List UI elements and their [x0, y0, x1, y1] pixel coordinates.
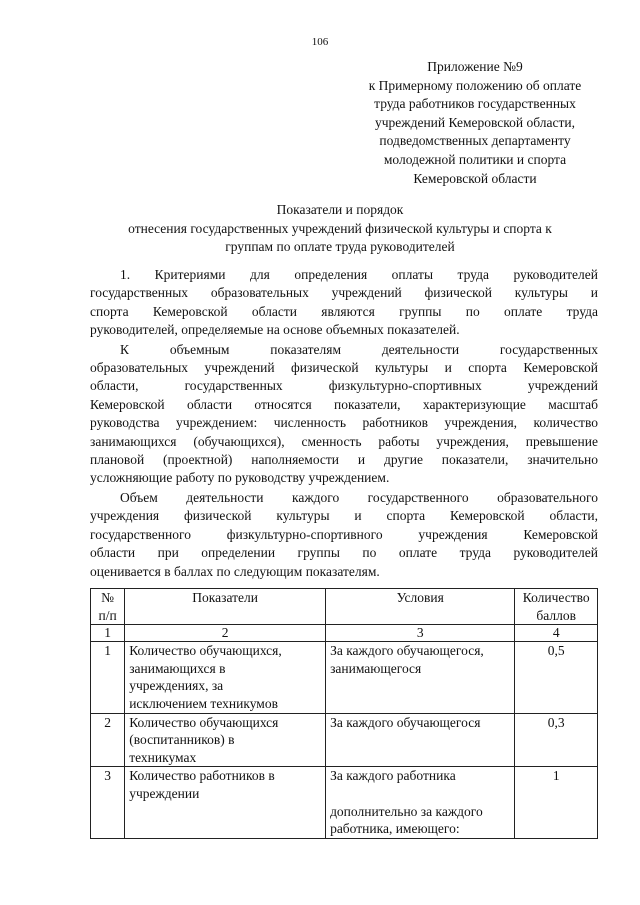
- row-num: 1: [91, 642, 125, 713]
- row-condition: [326, 767, 515, 838]
- column-number: 4: [515, 625, 598, 642]
- appendix-line: учреждений Кемеровской области,: [374, 114, 576, 130]
- text-line: государственного физкультурно-спортивного учреждения Кемеровской: [90, 526, 598, 542]
- text-line: области при определении группы по оплате труда руководителей: [90, 545, 598, 561]
- indicators-table: [90, 588, 598, 839]
- text-line: учреждения физической культуры и спорта Кемеровской области,: [90, 508, 598, 524]
- condition-text: За каждого обучающегося, занимающегося: [330, 643, 484, 676]
- header-condition: Условия: [326, 589, 515, 625]
- row-indicator: Количество обучающихся, занимающихся в учреждениях, за исключением техникумов: [125, 642, 326, 713]
- text-line: К объемным показателям деятельности государственных: [120, 341, 598, 357]
- table-row: [91, 767, 598, 838]
- row-condition: [326, 642, 515, 713]
- appendix-line: Приложение №9: [427, 59, 523, 74]
- text-line: 1. Критериями для определения оплаты труда руководителей: [120, 267, 598, 282]
- header-num: № п/п: [91, 589, 125, 625]
- row-indicator: Количество обучающихся (воспитанников) в техникумах: [125, 713, 326, 767]
- text-line: Объем деятельности каждого государственного образовательного: [120, 489, 598, 505]
- heading-line: Показатели и порядок: [276, 202, 404, 217]
- body-text: [90, 266, 598, 582]
- appendix-line: подведомственных департаменту: [379, 133, 571, 149]
- appendix-line: молодежной политики и спорта: [383, 151, 567, 167]
- column-number: 3: [326, 625, 515, 642]
- heading-line: отнесения государственных учреждений физической культуры и спорта к: [128, 220, 552, 236]
- appendix-header: [330, 58, 620, 188]
- text-line: государственных образовательных учреждений физической культуры и: [90, 285, 598, 301]
- text-line: плановой (проектной) наполняемости и другие показатели, значительно: [90, 452, 598, 468]
- header-points: Количество баллов: [515, 589, 598, 625]
- text-line: Кемеровской области относятся показатели, характеризующие масштаб: [90, 396, 598, 412]
- column-number: 2: [125, 625, 326, 642]
- condition-extra-text: дополнительно за каждого работника, имеющего:: [330, 803, 483, 837]
- paragraph-criteria: [90, 266, 598, 340]
- text-line: усложняющие работу по руководству учреждением.: [90, 470, 390, 486]
- condition-text: За каждого обучающегося: [330, 714, 481, 730]
- row-points: 1: [515, 767, 598, 838]
- row-indicator: Количество работников в учреждении: [125, 767, 326, 838]
- text-line: руководства учреждением: численность работников учреждения, количество: [90, 415, 598, 431]
- page-number: 106: [311, 36, 329, 48]
- condition-text: За каждого работника: [330, 768, 456, 784]
- table-header-row: [91, 589, 598, 625]
- table-row: [91, 642, 598, 713]
- row-points: 0,5: [515, 642, 598, 713]
- row-num: 2: [91, 713, 125, 767]
- paragraph-scoring: [90, 489, 598, 581]
- column-number-row: [91, 625, 598, 642]
- appendix-line: к Примерному положению об оплате: [368, 77, 582, 93]
- condition-spacer: [330, 785, 510, 803]
- text-line: руководителей, определяемые на основе объемных показателей.: [90, 322, 460, 338]
- paragraph-volume-indicators: [90, 341, 598, 488]
- text-line: области, государственных физкультурно-спортивных учреждений: [90, 378, 598, 394]
- row-condition: [326, 713, 515, 767]
- document-heading: [60, 201, 620, 257]
- row-num: 3: [91, 767, 125, 838]
- heading-line: группам по оплате труда руководителей: [225, 239, 455, 255]
- row-points: 0,3: [515, 713, 598, 767]
- header-indicator: Показатели: [125, 589, 326, 625]
- column-number: 1: [91, 625, 125, 642]
- table-row: [91, 713, 598, 767]
- text-line: спорта Кемеровской области являются группы по оплате труда: [90, 303, 598, 319]
- appendix-line: Кемеровской области: [413, 170, 537, 186]
- text-line: образовательных учреждений физической культуры и спорта Кемеровской: [90, 360, 598, 376]
- text-line: оценивается в баллах по следующим показателям.: [90, 563, 380, 579]
- appendix-line: труда работников государственных: [374, 96, 576, 112]
- text-line: занимающихся (обучающихся), сменность работы учреждения, превышение: [90, 433, 598, 449]
